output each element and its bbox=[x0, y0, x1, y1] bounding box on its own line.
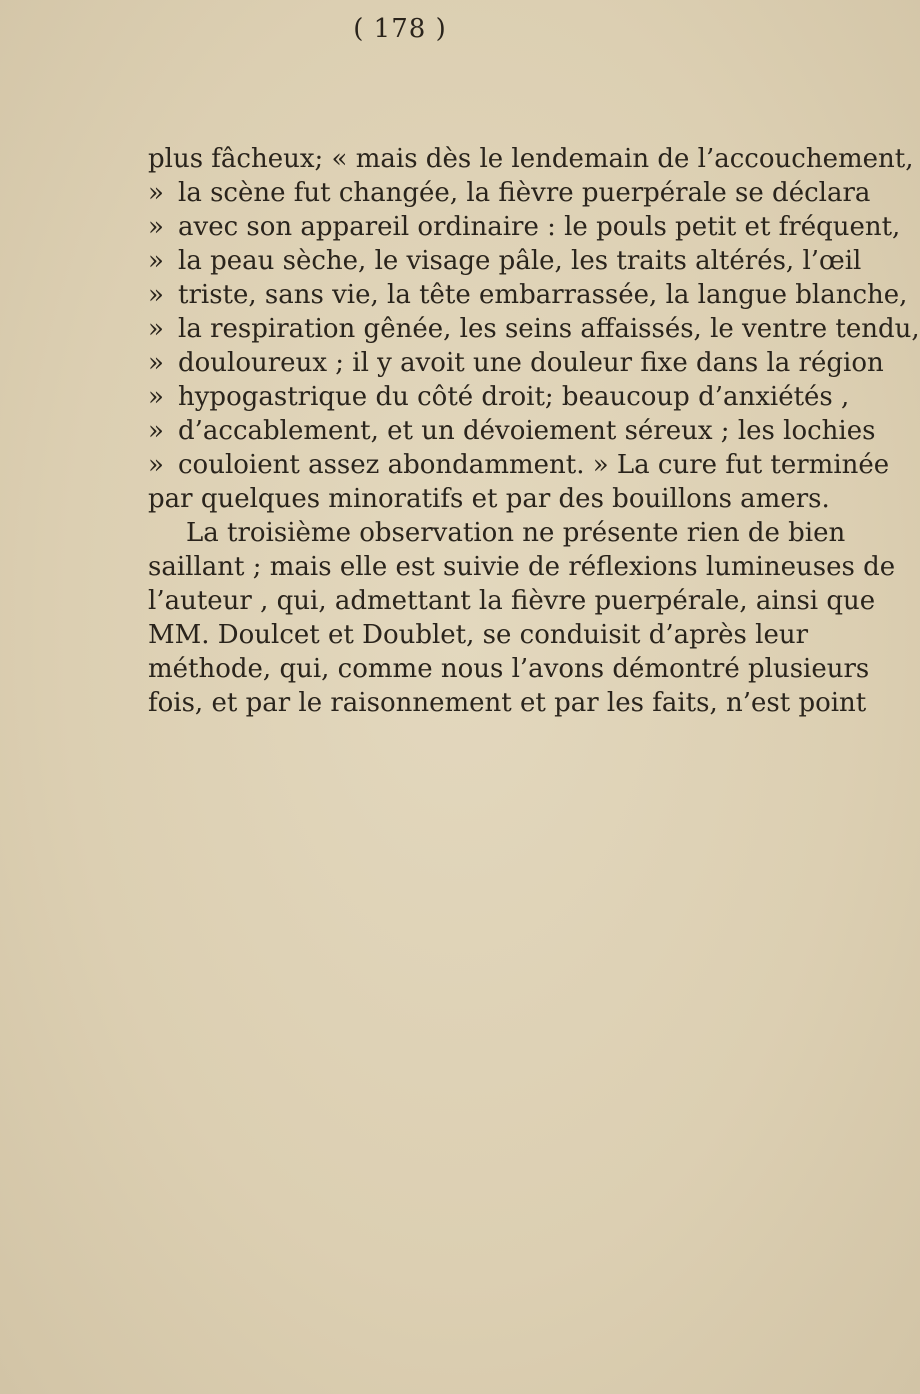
text-line bbox=[148, 312, 920, 346]
quote-mark: » bbox=[148, 416, 164, 446]
text-line: La troisième observation ne présente rien de bien bbox=[186, 518, 846, 548]
text-line bbox=[148, 380, 850, 414]
line-text: hypogastrique du côté droit; beaucoup d’anxiétés , bbox=[178, 382, 850, 412]
line-text: douloureux ; il y avoit une douleur fixe dans la région bbox=[178, 348, 884, 378]
quote-mark: » bbox=[148, 246, 164, 276]
quote-mark: » bbox=[148, 280, 164, 310]
text-line bbox=[148, 210, 901, 244]
line-text: avec son appareil ordinaire : le pouls petit et fréquent, bbox=[178, 212, 901, 242]
text-line: par quelques minoratifs et par des bouillons amers. bbox=[148, 484, 830, 514]
line-text: la peau sèche, le visage pâle, les traits altérés, l’œil bbox=[178, 246, 862, 276]
text-line: méthode, qui, comme nous l’avons démontré plusieurs bbox=[148, 654, 870, 684]
line-text: la respiration gênée, les seins affaissés, le ventre tendu, bbox=[178, 314, 920, 344]
text-line bbox=[148, 414, 876, 448]
text-line: l’auteur , qui, admettant la fièvre puerpérale, ainsi que bbox=[148, 586, 876, 616]
line-text: d’accablement, et un dévoiement séreux ; les lochies bbox=[178, 416, 876, 446]
line-text: la scène fut changée, la fièvre puerpérale se déclara bbox=[178, 178, 871, 208]
quote-mark: » bbox=[148, 450, 164, 480]
quote-mark: » bbox=[148, 382, 164, 412]
quote-mark: » bbox=[148, 348, 164, 378]
text-line: saillant ; mais elle est suivie de réflexions lumineuses de bbox=[148, 552, 896, 582]
text-line bbox=[148, 346, 884, 380]
text-line bbox=[148, 244, 862, 278]
quote-mark: » bbox=[148, 314, 164, 344]
quote-mark: » bbox=[148, 178, 164, 208]
line-text: plus fâcheux; « mais dès le lendemain de l’accouchement, bbox=[148, 144, 914, 174]
text-line bbox=[148, 448, 890, 482]
text-line bbox=[148, 278, 908, 312]
line-text: couloient assez abondamment. » La cure fut terminée bbox=[178, 450, 890, 480]
text-line: fois, et par le raisonnement et par les faits, n’est point bbox=[148, 688, 867, 718]
page-number: ( 178 ) bbox=[353, 14, 447, 44]
text-line: MM. Doulcet et Doublet, se conduisit d’après leur bbox=[148, 620, 809, 650]
text-line bbox=[148, 176, 871, 210]
text-line bbox=[148, 142, 914, 176]
line-text: triste, sans vie, la tête embarrassée, la langue blanche, bbox=[178, 280, 908, 310]
quote-mark: » bbox=[148, 212, 164, 242]
